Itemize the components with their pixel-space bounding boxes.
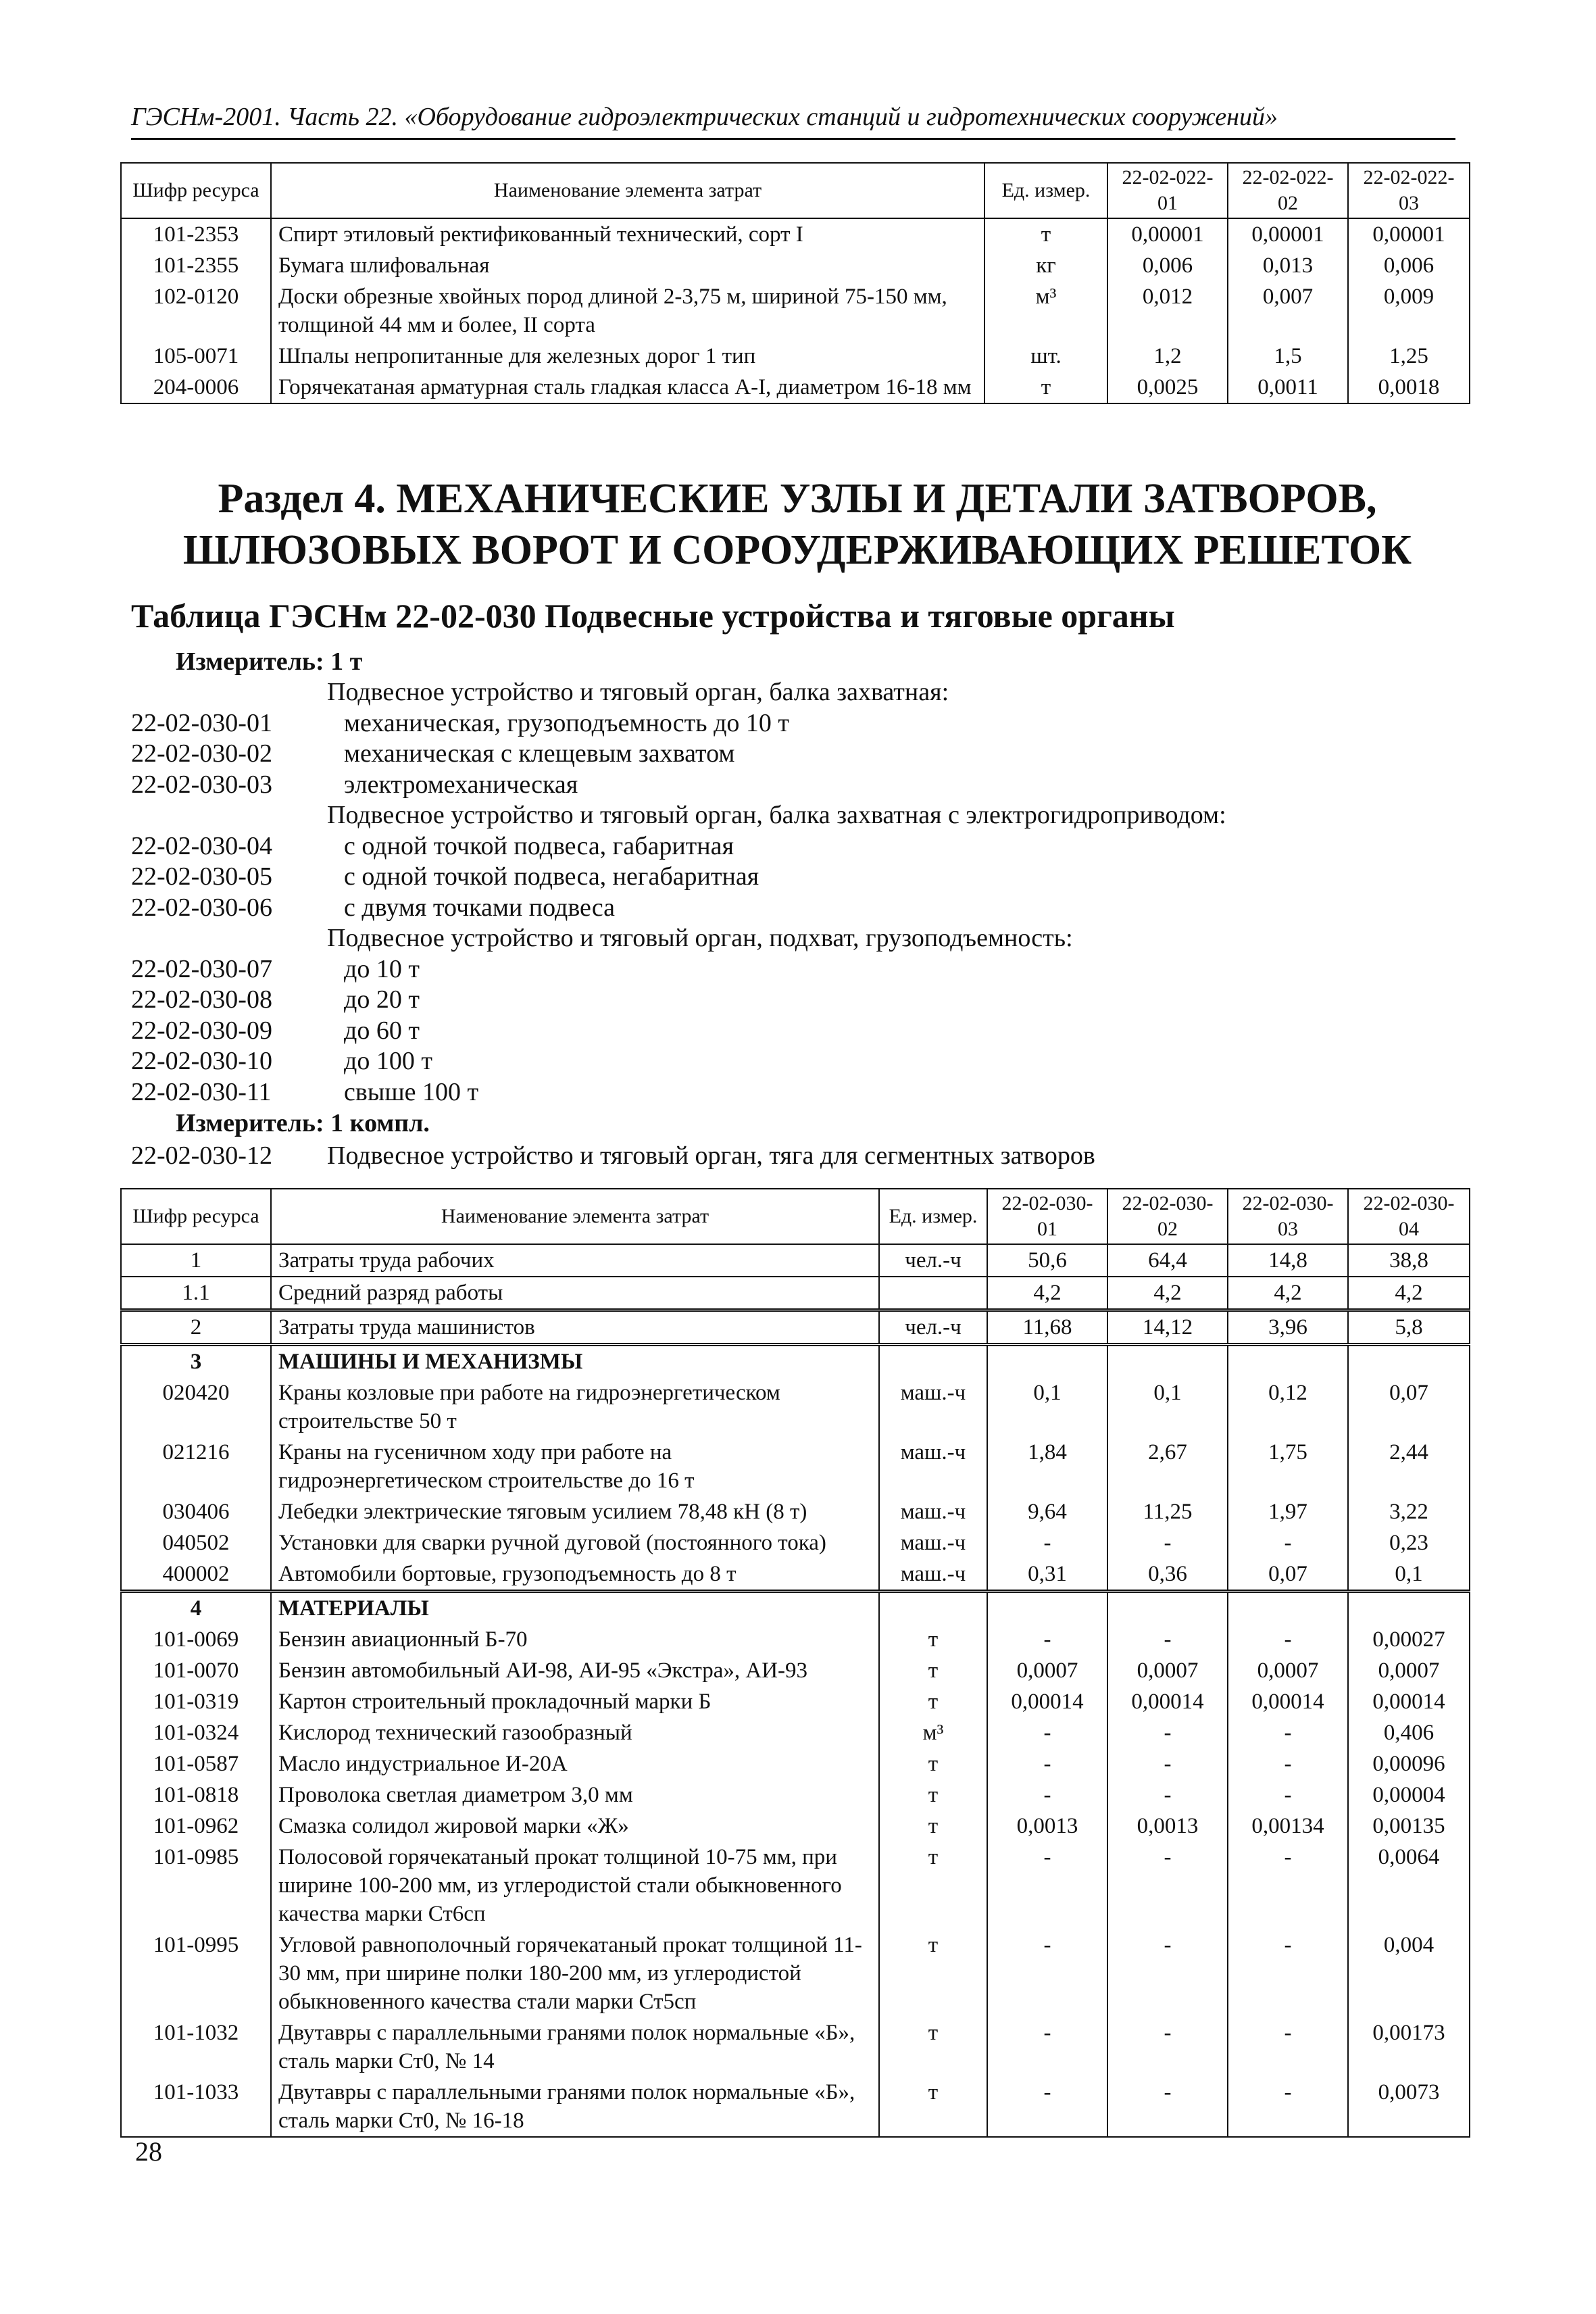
value-cell: 0,07 [1228,1558,1348,1592]
value-cell: 14,12 [1107,1310,1228,1345]
work-item-code: 22-02-030-09 [131,1016,272,1045]
value-cell: - [1107,1717,1228,1748]
running-header: ГЭСНм-2001. Часть 22. «Оборудование гидроэлектрических станций и гидротехнических сооружений» [131,101,1455,140]
cost-element-name: Автомобили бортовые, грузоподъемность до 8 т [271,1558,879,1592]
value-cell: 0,00135 [1348,1811,1470,1842]
value-cell [1228,1345,1348,1378]
table-row [121,1558,1470,1592]
value-cell: 0,00096 [1348,1748,1470,1779]
col-header-030-04: 22-02-030-04 [1348,1189,1470,1244]
value-cell: 0,0007 [1107,1655,1228,1686]
table-row [121,1592,1470,1625]
cost-element-name: Затраты труда машинистов [271,1310,879,1345]
page-number: 28 [135,2136,162,2167]
work-item-code: 22-02-030-12 [131,1141,272,1170]
cost-element-name: Средний разряд работы [271,1277,879,1310]
cost-element-name: Доски обрезные хвойных пород длиной 2-3,75 м, шириной 75-150 мм, толщиной 44 мм и более, II сорта [271,281,984,341]
value-cell: - [1228,1748,1348,1779]
value-cell: 0,36 [1107,1558,1228,1592]
work-item [131,739,1469,770]
work-item-code: 22-02-030-03 [131,770,272,799]
table-row [121,1748,1470,1779]
value-cell: 0,31 [987,1558,1107,1592]
resource-code: 101-0324 [121,1717,271,1748]
table-row [121,1345,1470,1378]
cost-element-name: Лебедки электрические тяговым усилием 78,48 кН (8 т) [271,1496,879,1527]
resource-code: 101-1033 [121,2077,271,2137]
work-item [131,708,1469,739]
cost-element-name: Двутавры с параллельными гранями полок нормальные «Б», сталь марки Ст0, № 14 [271,2017,879,2077]
value-cell: 0,07 [1348,1377,1470,1437]
unit: т [879,1748,987,1779]
unit: чел.-ч [879,1244,987,1277]
work-item-text: механическая с клещевым захватом [344,739,735,768]
unit: т [984,218,1107,250]
table-row [121,341,1470,372]
cost-element-name: Спирт этиловый ректификованный технический, сорт I [271,218,984,250]
work-item-12 [131,1141,1469,1172]
section-title: Раздел 4. МЕХАНИЧЕСКИЕ УЗЛЫ И ДЕТАЛИ ЗАТВОРОВ, ШЛЮЗОВЫХ ВОРОТ И СОРОУДЕРЖИВАЮЩИХ РЕШЕТОК [182,476,1412,573]
table-header-row [121,163,1470,218]
resource-table-030 [120,1188,1470,2138]
value-cell: 0,0018 [1348,372,1470,403]
work-item [131,893,1469,924]
unit: т [879,2017,987,2077]
value-cell: 0,12 [1228,1377,1348,1437]
col-header-022-01: 22-02-022-01 [1107,163,1228,218]
value-cell [987,1592,1107,1625]
work-items-list [131,677,1469,1108]
value-cell: - [987,2077,1107,2137]
table-row [121,1717,1470,1748]
resource-code: 020420 [121,1377,271,1437]
work-item-text: Подвесное устройство и тяговый орган, балка захватная: [327,678,949,706]
work-item-text: Подвесное устройство и тяговый орган, тяга для сегментных затворов [327,1141,1095,1170]
col-header-name: Наименование элемента затрат [271,1189,879,1244]
resource-code: 2 [121,1310,271,1345]
value-cell: 0,00001 [1107,218,1228,250]
value-cell [987,1345,1107,1378]
resource-code: 101-0818 [121,1779,271,1811]
col-header-name: Наименование элемента затрат [271,163,984,218]
value-cell: 1,25 [1348,341,1470,372]
cost-element-name: Краны козловые при работе на гидроэнергетическом строительстве 50 т [271,1377,879,1437]
cost-element-name: Масло индустриальное И-20А [271,1748,879,1779]
value-cell: 0,1 [1107,1377,1228,1437]
table-row [121,1929,1470,2017]
resource-code: 101-0069 [121,1624,271,1655]
work-item-code: 22-02-030-10 [131,1047,272,1075]
cost-element-name: Краны на гусеничном ходу при работе на гидроэнергетическом строительстве до 16 т [271,1437,879,1496]
value-cell: - [1228,2077,1348,2137]
resource-code: 400002 [121,1558,271,1592]
value-cell: 0,00014 [1348,1686,1470,1717]
value-cell: 0,0013 [987,1811,1107,1842]
cost-element-name: Кислород технический газообразный [271,1717,879,1748]
value-cell: - [1107,2077,1228,2137]
value-cell: 0,007 [1228,281,1348,341]
value-cell: - [1107,1842,1228,1929]
work-item [131,800,1469,831]
cost-element-name: Угловой равнополочный горячекатаный прокат толщиной 11-30 мм, при ширине полки 180-200 мм, из углеродистой обыкновенного качества стали марки Ст5сп [271,1929,879,2017]
unit: м³ [984,281,1107,341]
work-item-text: с одной точкой подвеса, габаритная [344,831,734,860]
value-cell: - [1228,1527,1348,1558]
value-cell: 4,2 [1228,1277,1348,1310]
unit [879,1277,987,1310]
value-cell: 0,006 [1107,250,1228,281]
value-cell: 2,44 [1348,1437,1470,1496]
value-cell: - [1228,1717,1348,1748]
value-cell: 1,5 [1228,341,1348,372]
value-cell: 14,8 [1228,1244,1348,1277]
value-cell: 0,00134 [1228,1811,1348,1842]
value-cell: 0,1 [1348,1558,1470,1592]
value-cell: 0,012 [1107,281,1228,341]
work-item-text: до 20 т [344,985,420,1014]
unit: т [879,1624,987,1655]
value-cell: - [987,1929,1107,2017]
resource-code: 1 [121,1244,271,1277]
table-row [121,1624,1470,1655]
resource-code: 030406 [121,1496,271,1527]
value-cell: 0,013 [1228,250,1348,281]
unit: м³ [879,1717,987,1748]
value-cell: - [987,1717,1107,1748]
unit: маш.-ч [879,1527,987,1558]
table-row [121,218,1470,250]
value-cell: - [1228,2017,1348,2077]
table-row [121,1244,1470,1277]
table-row [121,2077,1470,2137]
unit: чел.-ч [879,1310,987,1345]
value-cell: - [1107,1748,1228,1779]
value-cell: 0,00001 [1228,218,1348,250]
work-item-code [131,677,327,708]
unit: т [984,372,1107,403]
value-cell: 38,8 [1348,1244,1470,1277]
work-item [131,1077,1469,1108]
value-cell: 0,009 [1348,281,1470,341]
value-cell: 0,0013 [1107,1811,1228,1842]
value-cell: 0,00027 [1348,1624,1470,1655]
table-title: Таблица ГЭСНм 22-02-030 Подвесные устройства и тяговые органы [131,597,1175,635]
work-item-code: 22-02-030-11 [131,1077,272,1106]
unit: т [879,1842,987,1929]
work-item [131,1046,1469,1077]
value-cell: - [1107,1779,1228,1811]
resource-code: 101-0962 [121,1811,271,1842]
value-cell: 3,22 [1348,1496,1470,1527]
value-cell: - [1228,1929,1348,2017]
resource-code: 101-0985 [121,1842,271,1929]
col-header-030-02: 22-02-030-02 [1107,1189,1228,1244]
resource-code: 102-0120 [121,281,271,341]
resource-code: 101-0070 [121,1655,271,1686]
work-item-code: 22-02-030-04 [131,831,272,860]
unit: маш.-ч [879,1377,987,1437]
value-cell: 4,2 [1348,1277,1470,1310]
resource-code: 3 [121,1345,271,1378]
col-header-030-01: 22-02-030-01 [987,1189,1107,1244]
value-cell: 2,67 [1107,1437,1228,1496]
value-cell: 4,2 [1107,1277,1228,1310]
work-item-text: Подвесное устройство и тяговый орган, балка захватная с электрогидроприводом: [327,801,1226,829]
resource-code: 204-0006 [121,372,271,403]
unit [879,1592,987,1625]
work-item-code: 22-02-030-08 [131,985,272,1014]
value-cell: - [1228,1779,1348,1811]
work-item-code: 22-02-030-02 [131,739,272,768]
col-header-unit: Ед. измер. [879,1189,987,1244]
value-cell: 0,0011 [1228,372,1348,403]
value-cell: 0,00014 [1228,1686,1348,1717]
unit: маш.-ч [879,1496,987,1527]
cost-element-name: Проволока светлая диаметром 3,0 мм [271,1779,879,1811]
value-cell: 0,00001 [1348,218,1470,250]
table-row [121,1310,1470,1345]
table-row [121,1811,1470,1842]
unit: т [879,1929,987,2017]
value-cell: 0,23 [1348,1527,1470,1558]
table-row [121,372,1470,403]
work-item-text: до 10 т [344,954,420,983]
resource-code: 021216 [121,1437,271,1496]
resource-code: 101-0995 [121,1929,271,2017]
value-cell [1348,1345,1470,1378]
value-cell: 0,0064 [1348,1842,1470,1929]
unit: т [879,1779,987,1811]
work-item-code: 22-02-030-07 [131,954,272,983]
value-cell: - [987,1842,1107,1929]
unit: маш.-ч [879,1437,987,1496]
table-row [121,1277,1470,1310]
value-cell: 0,00173 [1348,2017,1470,2077]
col-header-022-02: 22-02-022-02 [1228,163,1348,218]
table-row [121,1527,1470,1558]
value-cell: - [1228,1842,1348,1929]
value-cell: 0,00004 [1348,1779,1470,1811]
cost-element-name: Полосовой горячекатаный прокат толщиной 10-75 мм, при ширине 100-200 мм, из углеродистой стали обыкновенного качества марки Ст6сп [271,1842,879,1929]
cost-element-name: Установки для сварки ручной дуговой (постоянного тока) [271,1527,879,1558]
meter-label-2: Измеритель: 1 компл. [176,1109,430,1137]
value-cell: 0,004 [1348,1929,1470,2017]
col-header-030-03: 22-02-030-03 [1228,1189,1348,1244]
value-cell: 1,2 [1107,341,1228,372]
value-cell: 4,2 [987,1277,1107,1310]
table-header-row [121,1189,1470,1244]
value-cell: - [987,1624,1107,1655]
unit: маш.-ч [879,1558,987,1592]
resource-code: 101-0319 [121,1686,271,1717]
value-cell [1107,1592,1228,1625]
work-item-code: 22-02-030-05 [131,862,272,891]
work-item-text: механическая, грузоподъемность до 10 т [344,708,790,737]
value-cell: - [987,2017,1107,2077]
unit: т [879,1811,987,1842]
work-item [131,677,1469,708]
unit: шт. [984,341,1107,372]
value-cell: 0,0007 [1228,1655,1348,1686]
work-item-text: свыше 100 т [344,1077,479,1106]
cost-element-name: МАШИНЫ И МЕХАНИЗМЫ [271,1345,879,1378]
table-row [121,2017,1470,2077]
work-item-code: 22-02-030-06 [131,893,272,922]
unit: кг [984,250,1107,281]
value-cell [1348,1592,1470,1625]
cost-element-name: Затраты труда рабочих [271,1244,879,1277]
value-cell [1107,1345,1228,1378]
value-cell: - [1107,2017,1228,2077]
work-item [131,831,1469,862]
value-cell: 0,0007 [987,1655,1107,1686]
work-item-code [131,923,327,954]
resource-code: 101-2355 [121,250,271,281]
col-header-unit: Ед. измер. [984,163,1107,218]
work-item [131,923,1469,954]
value-cell: - [987,1779,1107,1811]
work-item-code [131,800,327,831]
unit [879,1345,987,1378]
table-row [121,1779,1470,1811]
value-cell: 1,75 [1228,1437,1348,1496]
unit: т [879,1686,987,1717]
value-cell: - [1107,1624,1228,1655]
work-item-text: электромеханическая [344,770,578,799]
value-cell: 0,0025 [1107,372,1228,403]
resource-code: 101-1032 [121,2017,271,2077]
value-cell: - [1228,1624,1348,1655]
resource-table-022 [120,162,1470,404]
cost-element-name: Бензин авиационный Б-70 [271,1624,879,1655]
cost-element-name: Двутавры с параллельными гранями полок нормальные «Б», сталь марки Ст0, № 16-18 [271,2077,879,2137]
work-item [131,1016,1469,1047]
value-cell: 50,6 [987,1244,1107,1277]
unit: т [879,1655,987,1686]
work-item-text: с одной точкой подвеса, негабаритная [344,862,759,891]
work-item-code: 22-02-030-01 [131,708,272,737]
value-cell: 0,00014 [987,1686,1107,1717]
value-cell: 0,0007 [1348,1655,1470,1686]
cost-element-name: Горячекатаная арматурная сталь гладкая класса А-I, диаметром 16-18 мм [271,372,984,403]
value-cell: - [987,1748,1107,1779]
value-cell: - [987,1527,1107,1558]
work-item [131,954,1469,985]
unit: т [879,2077,987,2137]
work-item-text: с двумя точками подвеса [344,893,616,922]
value-cell: 1,84 [987,1437,1107,1496]
table-row [121,1377,1470,1437]
value-cell: - [1107,1527,1228,1558]
resource-code: 040502 [121,1527,271,1558]
work-item-text: до 100 т [344,1047,432,1075]
table-row [121,1496,1470,1527]
work-item [131,770,1469,801]
col-header-022-03: 22-02-022-03 [1348,163,1470,218]
value-cell: 3,96 [1228,1310,1348,1345]
value-cell: 5,8 [1348,1310,1470,1345]
table-row [121,250,1470,281]
table-row [121,1686,1470,1717]
resource-code: 101-0587 [121,1748,271,1779]
resource-code: 105-0071 [121,341,271,372]
col-header-code: Шифр ресурса [121,1189,271,1244]
table-row [121,1437,1470,1496]
cost-element-name: Бумага шлифовальная [271,250,984,281]
work-item [131,985,1469,1016]
value-cell: 0,00014 [1107,1686,1228,1717]
meter-label: Измеритель: 1 т [176,647,363,676]
value-cell: 11,25 [1107,1496,1228,1527]
value-cell: 1,97 [1228,1496,1348,1527]
resource-code: 101-2353 [121,218,271,250]
col-header-code: Шифр ресурса [121,163,271,218]
cost-element-name: Картон строительный прокладочный марки Б [271,1686,879,1717]
work-item-text: Подвесное устройство и тяговый орган, подхват, грузоподъемность: [327,924,1073,952]
value-cell: 9,64 [987,1496,1107,1527]
value-cell [1228,1592,1348,1625]
cost-element-name: Бензин автомобильный АИ-98, АИ-95 «Экстра», АИ-93 [271,1655,879,1686]
value-cell: 0,0073 [1348,2077,1470,2137]
resource-code: 1.1 [121,1277,271,1310]
table-row [121,1655,1470,1686]
value-cell: 11,68 [987,1310,1107,1345]
cost-element-name: Смазка солидол жировой марки «Ж» [271,1811,879,1842]
value-cell: 0,1 [987,1377,1107,1437]
work-item-text: до 60 т [344,1016,420,1045]
table-row [121,281,1470,341]
value-cell: 0,406 [1348,1717,1470,1748]
work-item [131,862,1469,893]
value-cell: - [1107,1929,1228,2017]
cost-element-name: Шпалы непропитанные для железных дорог 1 тип [271,341,984,372]
table-row [121,1842,1470,1929]
value-cell: 64,4 [1107,1244,1228,1277]
value-cell: 0,006 [1348,250,1470,281]
resource-code: 4 [121,1592,271,1625]
cost-element-name: МАТЕРИАЛЫ [271,1592,879,1625]
